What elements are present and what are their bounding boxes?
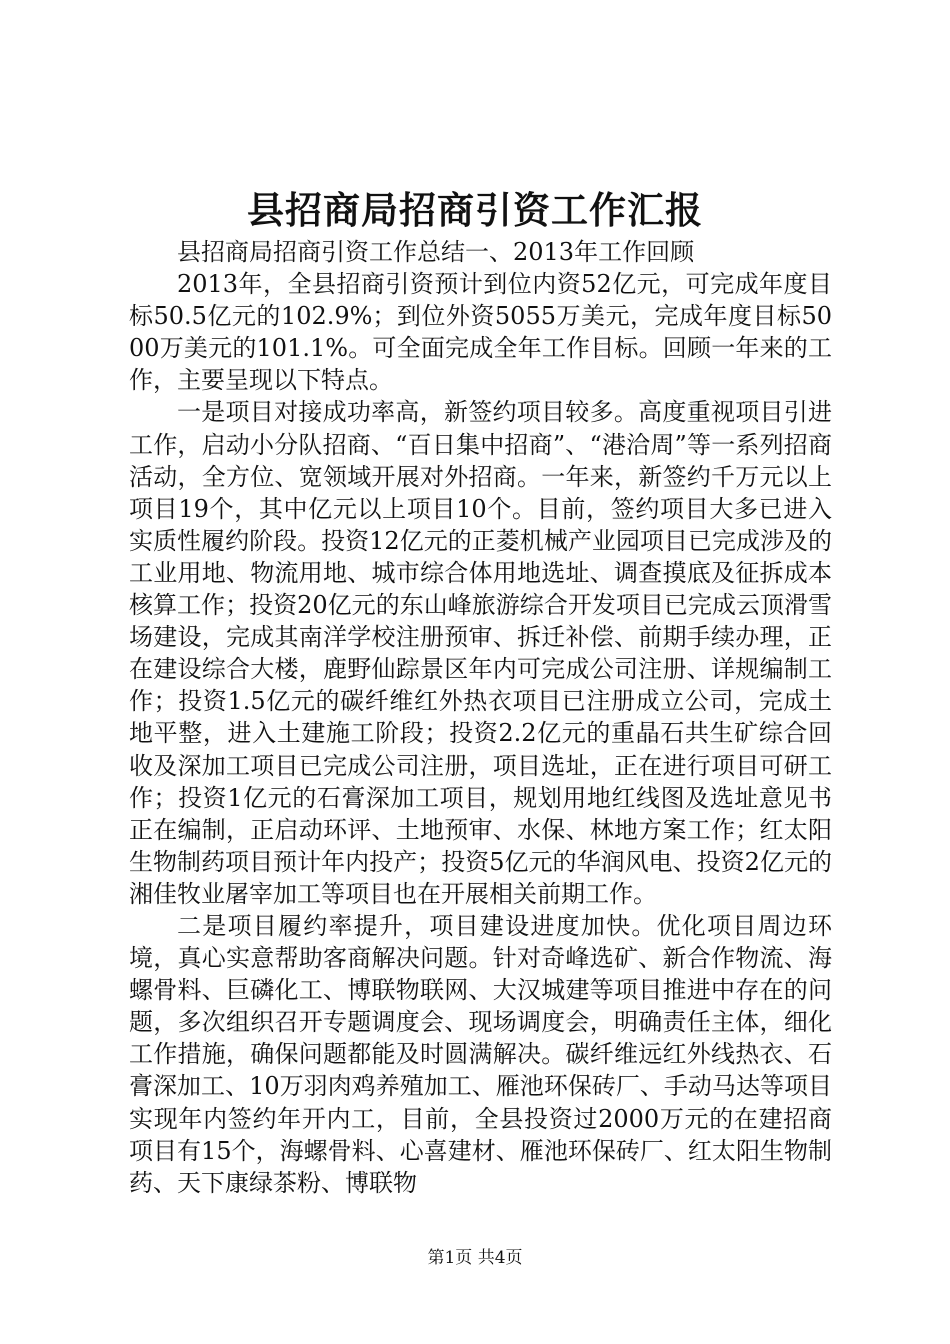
document-body [129, 236, 832, 1199]
paragraph-project-signing: 一是项目对接成功率高，新签约项目较多。高度重视项目引进工作，启动小分队招商、“百日集中招商”、“港洽周”等一系列招商活动，全方位、宽领域开展对外招商。一年来，新签约千万元以上项目19个，其中亿元以上项目10个。目前，签约项目大多已进入实质性履约阶段。投资12亿元的正菱机械产业园项目已完成涉及的工业用地、物流用地、城市综合体用地选址、调查摸底及征拆成本核算工作；投资20亿元的东山峰旅游综合开发项目已完成云顶滑雪场建设，完成其南洋学校注册预审、拆迁补偿、前期手续办理，正在建设综合大楼，鹿野仙踪景区年内可完成公司注册、详规编制工作；投资1.5亿元的碳纤维红外热衣项目已注册成立公司，完成土地平整，进入土建施工阶段；投资2.2亿元的重晶石共生矿综合回收及深加工项目已完成公司注册，项目选址，正在进行项目可研工作；投资1亿元的石膏深加工项目，规划用地红线图及选址意见书正在编制，正启动环评、土地预审、水保、林地方案工作；红太阳生物制药项目预计年内投产；投资5亿元的华润风电、投资2亿元的湘佳牧业屠宰加工等项目也在开展相关前期工作。 [129, 398, 832, 908]
paragraph-summary: 2013年，全县招商引资预计到位内资52亿元，可完成年度目标50.5亿元的102.9%；到位外资5055万美元，完成年度目标5000万美元的101.1%。可全面完成全年工作目标。回顾一年来的工作，主要呈现以下特点。 [129, 270, 832, 395]
page-footer: 第1页 共4页 [427, 1248, 523, 1268]
document-title: 县招商局招商引资工作汇报 [247, 188, 703, 232]
paragraph-intro: 县招商局招商引资工作总结一、2013年工作回顾 [177, 238, 695, 266]
paragraph-project-progress: 二是项目履约率提升，项目建设进度加快。优化项目周边环境，真心实意帮助客商解决问题。针对奇峰选矿、新合作物流、海螺骨料、巨磷化工、博联物联网、大汉城建等项目推进中存在的问题，多次组织召开专题调度会、现场调度会，明确责任主体，细化工作措施，确保问题都能及时圆满解决。碳纤维远红外线热衣、石膏深加工、10万羽肉鸡养殖加工、雁池环保砖厂、手动马达等项目实现年内签约年开内工，目前，全县投资过2000万元的在建招商项目有15个，海螺骨料、心喜建材、雁池环保砖厂、红太阳生物制药、天下康绿茶粉、博联物 [129, 911, 832, 1197]
